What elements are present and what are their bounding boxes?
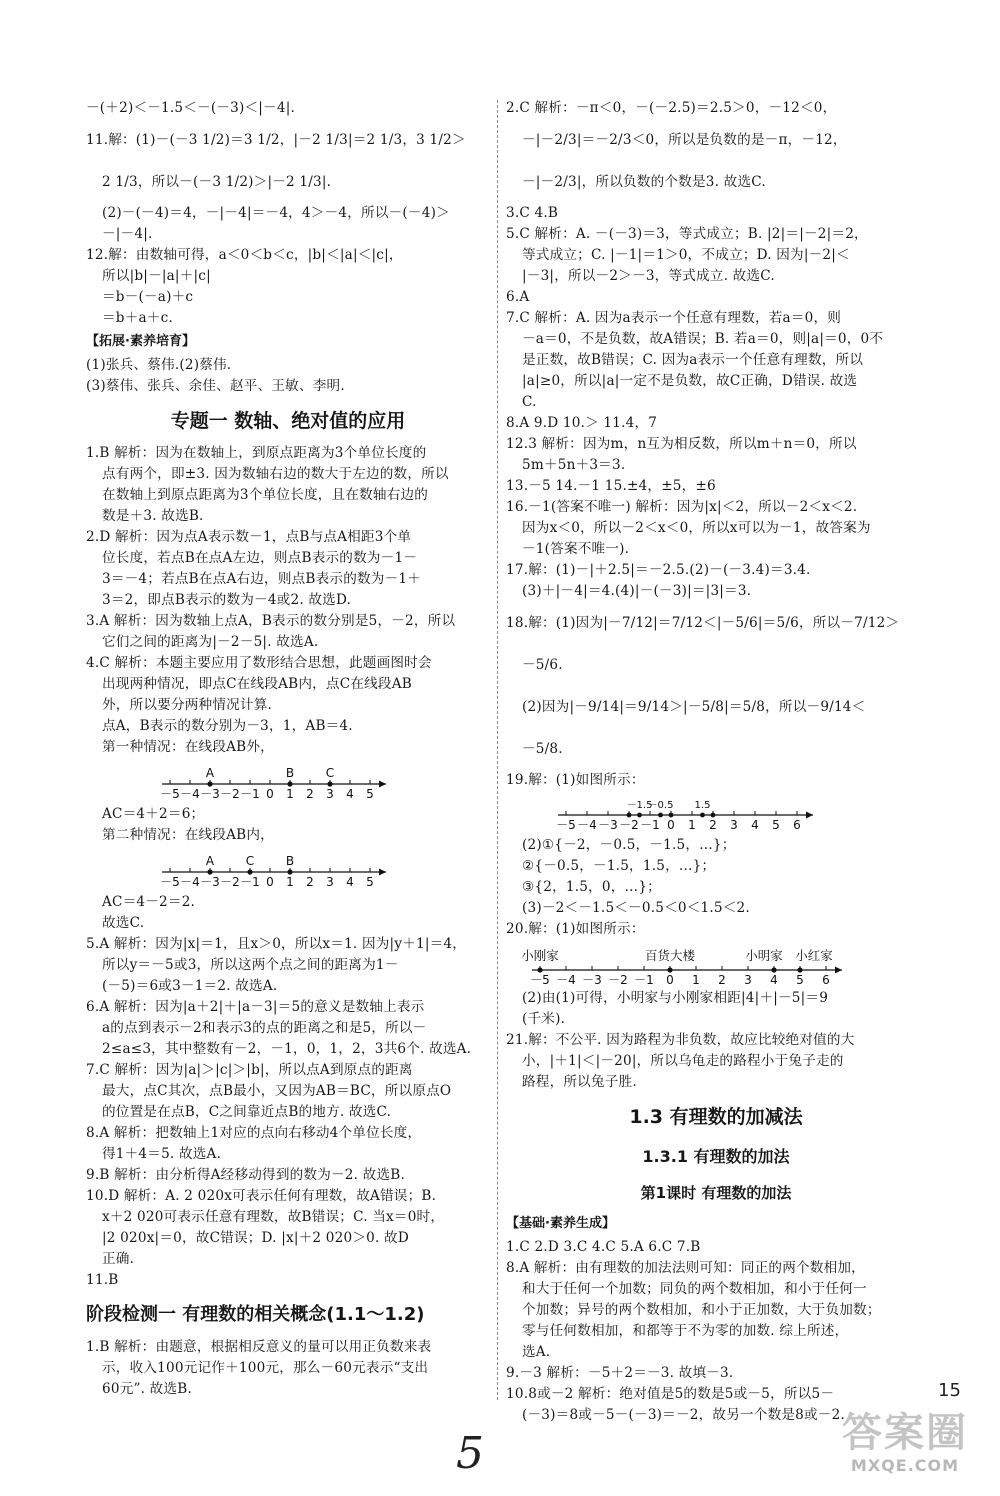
- text-line: 点有两个，即±3. 因为数轴右边的数大于左边的数，所以: [102, 466, 449, 482]
- tick-label: －1: [240, 787, 260, 801]
- point-label: －0.5: [647, 800, 674, 811]
- text-line: 2≤a≤3，其中整数有－2，－1，0，1，2，3共6个. 故选A.: [102, 1041, 472, 1057]
- tick-label: －2: [220, 787, 240, 801]
- stage-test-title: 阶段检测一 有理数的相关概念(1.1～1.2): [86, 1304, 425, 1325]
- map-label: 小红家: [795, 948, 833, 963]
- axis-arrow: [379, 869, 386, 876]
- text-line: 点A，B表示的数分别为－3，1，AB＝4.: [102, 718, 353, 734]
- text-line: 得1＋4＝5. 故选A.: [102, 1146, 222, 1162]
- text-line: －1(答案不唯一).: [522, 541, 630, 557]
- text-line: 3＝－4；若点B在点A右边，则点B表示的数为－1＋: [102, 571, 422, 587]
- watermark-url: MXQE.COM: [850, 1456, 960, 1475]
- text-line: 等式成立；C. |－1|＝1＞0，不成立；D. 因为|－2|＜: [522, 247, 850, 263]
- point-marker: [637, 813, 642, 818]
- text-line: 个加数；异号的两个数相加，和小于正加数，大于负加数；: [522, 1302, 881, 1318]
- tick-label: －1: [640, 818, 660, 832]
- number-line-case2: [156, 848, 396, 890]
- watermark-logo: [820, 1410, 990, 1490]
- text-line: 12.解：由数轴可得，a＜0＜b＜c，|b|＜|a|＜|c|，: [86, 247, 403, 263]
- point-marker: [667, 967, 672, 972]
- map-label: 小刚家: [521, 948, 559, 963]
- point-marker: [797, 967, 802, 972]
- text-line: (3)蔡伟、张兵、余佳、赵平、王敏、李明.: [86, 378, 345, 394]
- tick-label: 1: [688, 818, 696, 832]
- text-line: (2)－(－4)＝4，－|－4|＝－4，4＞－4，所以－(－4)＞: [102, 205, 450, 221]
- tick-label: －2: [608, 973, 628, 986]
- text-line: 6.A 解析：因为|a＋2|＋|a－3|＝5的意义是数轴上表示: [86, 999, 425, 1015]
- point-label: C: [245, 854, 255, 868]
- text-line: 19.解：(1)如图所示：: [506, 772, 645, 788]
- text-line: 在数轴上到原点距离为3个单位长度，且在数轴右边的: [102, 487, 429, 503]
- text-line: AC＝4＋2＝6；: [102, 806, 205, 822]
- tick-label: －4: [577, 818, 597, 832]
- map-label: 小明家: [745, 948, 783, 963]
- text-line: 因为x＜0，所以－2＜x＜0，所以x可以为－1，故答案为: [522, 520, 871, 536]
- text-line: (3)－2＜－1.5＜－0.5＜0＜1.5＜2.: [522, 900, 750, 916]
- text-line: 20.解：(1)如图所示：: [506, 921, 645, 937]
- point-marker: [287, 781, 292, 786]
- text-line: －5/8.: [522, 741, 563, 757]
- text-line: －|－2/3|＝－2/3＜0，所以是负数的是－π，－12，: [522, 132, 847, 148]
- tick-label: 4: [346, 875, 354, 889]
- axis-arrow: [835, 967, 842, 974]
- tick-label: －5: [556, 818, 576, 832]
- text-line: 60元”. 故选B.: [102, 1381, 192, 1397]
- text-line: x＋2 020可表示任意有理数，故B错误；C. 当x＝0时，: [102, 1209, 445, 1225]
- page-number: 15: [938, 1380, 961, 1401]
- tick-label: 0: [667, 818, 675, 832]
- tick-label: 5: [366, 875, 374, 889]
- axis-arrow: [806, 812, 813, 819]
- tick-label: 5: [366, 787, 374, 801]
- text-line: 路程，所以兔子胜.: [522, 1074, 637, 1090]
- text-line: 8.A 解析：把数轴上1对应的点向右移动4个单位长度，: [86, 1125, 422, 1141]
- text-line: ＝b＋a＋c.: [102, 310, 173, 326]
- text-line: 7.C 解析：因为|a|＞|c|＞|b|，所以点A到原点的距离: [86, 1062, 413, 1078]
- left-column: [86, 98, 490, 1400]
- tick-label: 0: [666, 973, 674, 986]
- text-line: (3)＋|－4|＝4.(4)|－(－3)|＝|3|＝3.: [522, 583, 752, 599]
- tick-label: 5: [772, 818, 780, 832]
- text-line: －5/6.: [522, 657, 563, 673]
- text-line: 所以y＝－5或3，所以这两个点之间的距离为1－: [102, 957, 399, 973]
- text-line: 1.B 解析：因为在数轴上，到原点距离为3个单位长度的: [86, 445, 427, 461]
- text-line: 2.D 解析：因为点A表示数－1，点B与点A相距3个单: [86, 529, 412, 545]
- text-line: 5.A 解析：因为|x|＝1，且x＞0，所以x＝1. 因为|y＋1|＝4，: [86, 936, 467, 952]
- text-line: －|－2/3|，所以负数的个数是3. 故选C.: [522, 174, 766, 190]
- point-label: －1.5: [626, 800, 653, 811]
- column-divider: [497, 100, 498, 1400]
- point-marker: [207, 869, 212, 874]
- tick-label: －5: [160, 787, 180, 801]
- tick-label: 3: [326, 875, 334, 889]
- tick-label: 3: [326, 787, 334, 801]
- text-line: 10.8或－2 解析：绝对值是5的数是5或－5，所以5－: [506, 1386, 835, 1402]
- text-line: |a|≥0，所以|a|一定不是负数，故C正确，D错误. 故选: [522, 373, 858, 389]
- text-line: 11.B: [86, 1272, 119, 1288]
- text-line: 9.B 解析：由分析得A经移动得到的数为－2. 故选B.: [86, 1167, 405, 1183]
- text-line: ②{－0.5，－1.5，1.5，…}；: [522, 858, 716, 874]
- text-line: 1.B 解析：由题意，根据相反意义的量可以用正负数来表: [86, 1339, 432, 1355]
- text-line: 和大于任何一个加数；同负的两个数相加，和小于任何一: [522, 1281, 867, 1297]
- point-label: B: [285, 854, 295, 868]
- text-line: 它们之间的距离为|－2－5|. 故选A.: [102, 634, 319, 650]
- text-line: 所以|b|－|a|＋|c|: [102, 268, 211, 284]
- text-line: ③{2，1.5，0，…}；: [522, 879, 661, 895]
- text-line: 12.3 解析：因为m，n互为相反数，所以m＋n＝0，所以: [506, 436, 857, 452]
- text-line: 最大，点C其次，点B最小，又因为AB＝BC，所以原点O: [102, 1083, 452, 1099]
- handwritten-number: 5: [456, 1428, 484, 1479]
- text-line: 是正数，故B错误；C. 因为a表示一个任意有理数，所以: [522, 352, 864, 368]
- point-marker: [771, 967, 776, 972]
- tick-label: －1: [634, 973, 654, 986]
- text-line: 3.A 解析：因为数轴上点A，B表示的数分别是5，－2，所以: [86, 613, 456, 629]
- text-line: 9.－3 解析：－5＋2＝－3. 故填－3.: [506, 1365, 734, 1381]
- point-marker: [658, 813, 663, 818]
- tick-label: 1: [692, 973, 700, 986]
- map-label: 百货大楼: [644, 948, 696, 963]
- text-line: 2 1/3，所以－(－3 1/2)＞|－2 1/3|.: [102, 174, 332, 190]
- text-line: (－5)＝6或3－1＝2. 故选A.: [102, 978, 278, 994]
- point-label: C: [325, 766, 335, 780]
- tick-label: －2: [619, 818, 639, 832]
- text-line: 数是＋3. 故选B.: [102, 508, 204, 524]
- tick-label: 4: [751, 818, 759, 832]
- text-line: 8.A 解析：由有理数的加法法则可知：同正的两个数相加，: [506, 1260, 865, 1276]
- tick-label: －5: [160, 875, 180, 889]
- tick-label: 3: [730, 818, 738, 832]
- tick-label: －4: [180, 875, 200, 889]
- tick-label: －4: [180, 787, 200, 801]
- text-line: 1.C 2.D 3.C 4.C 5.A 6.C 7.B: [506, 1239, 701, 1255]
- tick-label: －3: [598, 818, 618, 832]
- point-marker: [207, 781, 212, 786]
- topic1-answers-a: [86, 443, 490, 758]
- tick-label: 2: [306, 787, 314, 801]
- topic1-answers-b: [86, 934, 490, 1291]
- tick-label: －1: [240, 875, 260, 889]
- text-line: (千米).: [522, 1011, 566, 1027]
- text-line: C.: [522, 394, 537, 410]
- text-line: 21.解：不公平. 因为路程为非负数，故应比较绝对值的大: [506, 1032, 855, 1048]
- number-line-q20-map: [520, 942, 880, 986]
- tick-label: －5: [530, 973, 550, 986]
- text-line: 第二种情况：在线段AB内，: [102, 827, 274, 843]
- text-line: 3.C 4.B: [506, 205, 559, 221]
- point-marker: [327, 781, 332, 786]
- tick-label: 1: [286, 875, 294, 889]
- topic-title: 专题一 数轴、绝对值的应用: [170, 410, 406, 432]
- text-line: 外，所以要分两种情况计算.: [102, 697, 273, 713]
- point-marker: [627, 813, 632, 818]
- text-line: 17.解：(1)－|＋2.5|＝－2.5.(2)－(－3.4)＝3.4.: [506, 562, 811, 578]
- text-line: －a＝0，不是负数，故A错误；B. 若a＝0，则|a|＝0，0不: [522, 331, 884, 347]
- point-label: A: [205, 854, 215, 868]
- point-marker: [537, 967, 542, 972]
- tick-label: －3: [582, 973, 602, 986]
- point-label: B: [285, 766, 295, 780]
- point-label: 1.5: [694, 800, 711, 811]
- tick-label: －2: [220, 875, 240, 889]
- text-line: 正确.: [102, 1251, 135, 1267]
- number-line-q19: [556, 793, 826, 833]
- text-line: 8.A 9.D 10.＞ 11.4，7: [506, 415, 658, 431]
- section-title: 1.3 有理数的加减法: [629, 1106, 803, 1128]
- tick-label: 2: [718, 973, 726, 986]
- text-line: AC＝4－2＝2.: [102, 894, 196, 910]
- text-line: 5.C 解析：A. －(－3)＝3，等式成立；B. |2|＝|－2|＝2，: [506, 226, 868, 242]
- text-line: 的位置是在点B，C之间靠近点B的地方. 故选C.: [102, 1104, 392, 1120]
- text-line: a的点到表示－2和表示3的点的距离之和是5，所以－: [102, 1020, 427, 1036]
- tick-label: 2: [709, 818, 717, 832]
- subsection-title: 1.3.1 有理数的加法: [642, 1147, 790, 1166]
- right-column: [506, 98, 926, 1426]
- tick-label: 5: [796, 973, 804, 986]
- text-line: 4.C 解析：本题主要应用了数形结合思想，此题画图时会: [86, 655, 432, 671]
- text-line: (－3)＝8或－5－(－3)＝－2，故另一个数是8或－2.: [522, 1407, 845, 1423]
- tick-label: 3: [744, 973, 752, 986]
- text-line: (2)由(1)可得，小明家与小刚家相距|4|＋|－5|＝9: [522, 990, 829, 1006]
- text-line: |－3|，所以－2＞－3，等式成立. 故选C.: [522, 268, 775, 284]
- text-line: |2 020x|＝0，故C错误；D. |x|＋2 020＞0. 故D: [102, 1230, 409, 1246]
- text-line: 13.－5 14.－1 15.±4，±5，±6: [506, 478, 716, 494]
- tick-label: 6: [822, 973, 830, 986]
- text-line: 出现两种情况，即点C在线段AB内，点C在线段AB: [102, 676, 412, 692]
- tick-label: 6: [793, 818, 801, 832]
- text-line: 选A.: [522, 1344, 551, 1360]
- text-line: 第一种情况：在线段AB外，: [102, 739, 274, 755]
- text-line: (1)张兵、蔡伟.(2)蔡伟.: [86, 357, 232, 373]
- number-line-case1: [156, 760, 396, 802]
- text-line: 小，|＋1|＜|－20|，所以乌龟走的路程小于兔子走的: [522, 1053, 844, 1069]
- point-label: A: [205, 766, 215, 780]
- point-marker: [700, 813, 705, 818]
- tick-label: －3: [200, 787, 220, 801]
- text-line: －|－4|.: [102, 226, 153, 242]
- text-line: 16.－1(答案不唯一) 解析：因为|x|＜2，所以－2＜x＜2.: [506, 499, 858, 515]
- text-line: 18.解：(1)因为|－7/12|＝7/12＜|－5/6|＝5/6，所以－7/12＞: [506, 615, 900, 631]
- text-line: 位长度，若点B在点A左边，则点B表示的数为－1－: [102, 550, 418, 566]
- point-marker: [711, 813, 716, 818]
- text-line: 5m＋5n＋3＝3.: [522, 457, 626, 473]
- section-label-jichu: 【基础·素养生成】: [506, 1216, 615, 1231]
- lesson-title: 第1课时 有理数的加法: [640, 1184, 792, 1202]
- text-line: ＝b－(－a)＋c: [102, 289, 194, 305]
- section-label-tuozhan: 【拓展·素养培育】: [86, 334, 195, 349]
- tick-label: 4: [770, 973, 778, 986]
- axis-arrow: [379, 781, 386, 788]
- point-marker: [287, 869, 292, 874]
- text-line: (2)因为|－9/14|＝9/14＞|－5/8|＝5/8，所以－9/14＜: [522, 699, 866, 715]
- tick-label: 2: [306, 875, 314, 889]
- text-line: 示，收入100元记作＋100元，那么－60元表示“支出: [102, 1360, 429, 1376]
- text-line: 2.C 解析：－π＜0，－(－2.5)＝2.5＞0，－12＜0，: [506, 100, 837, 116]
- text-line: 11.解：(1)－(－3 1/2)＝3 1/2，|－2 1/3|＝2 1/3，3 1/2＞: [86, 132, 466, 148]
- tick-label: 0: [266, 875, 274, 889]
- text-line: 故选C.: [102, 915, 145, 931]
- text-line: 零与任何数相加，和都等于不为零的加数. 综上所述，: [522, 1323, 849, 1339]
- tick-label: －3: [200, 875, 220, 889]
- tick-label: 4: [346, 787, 354, 801]
- text-line: －(＋2)＜－1.5＜－(－3)＜|－4|.: [86, 100, 296, 116]
- text-line: 10.D 解析：A. 2 020x可表示任何有理数，故A错误；B.: [86, 1188, 437, 1204]
- text-line: 3＝2，即点B表示的数为－4或2. 故选D.: [102, 592, 352, 608]
- watermark-text: 答案圈: [842, 1410, 968, 1456]
- point-marker: [669, 813, 674, 818]
- tick-label: 1: [286, 787, 294, 801]
- tick-label: 0: [266, 787, 274, 801]
- text-line: 6.A: [506, 289, 530, 305]
- tick-label: －4: [556, 973, 576, 986]
- point-marker: [247, 869, 252, 874]
- text-line: 7.C 解析：A. 因为a表示一个任意有理数，若a＝0，则: [506, 310, 842, 326]
- text-line: (2)①{－2，－0.5，－1.5，…}；: [522, 837, 736, 853]
